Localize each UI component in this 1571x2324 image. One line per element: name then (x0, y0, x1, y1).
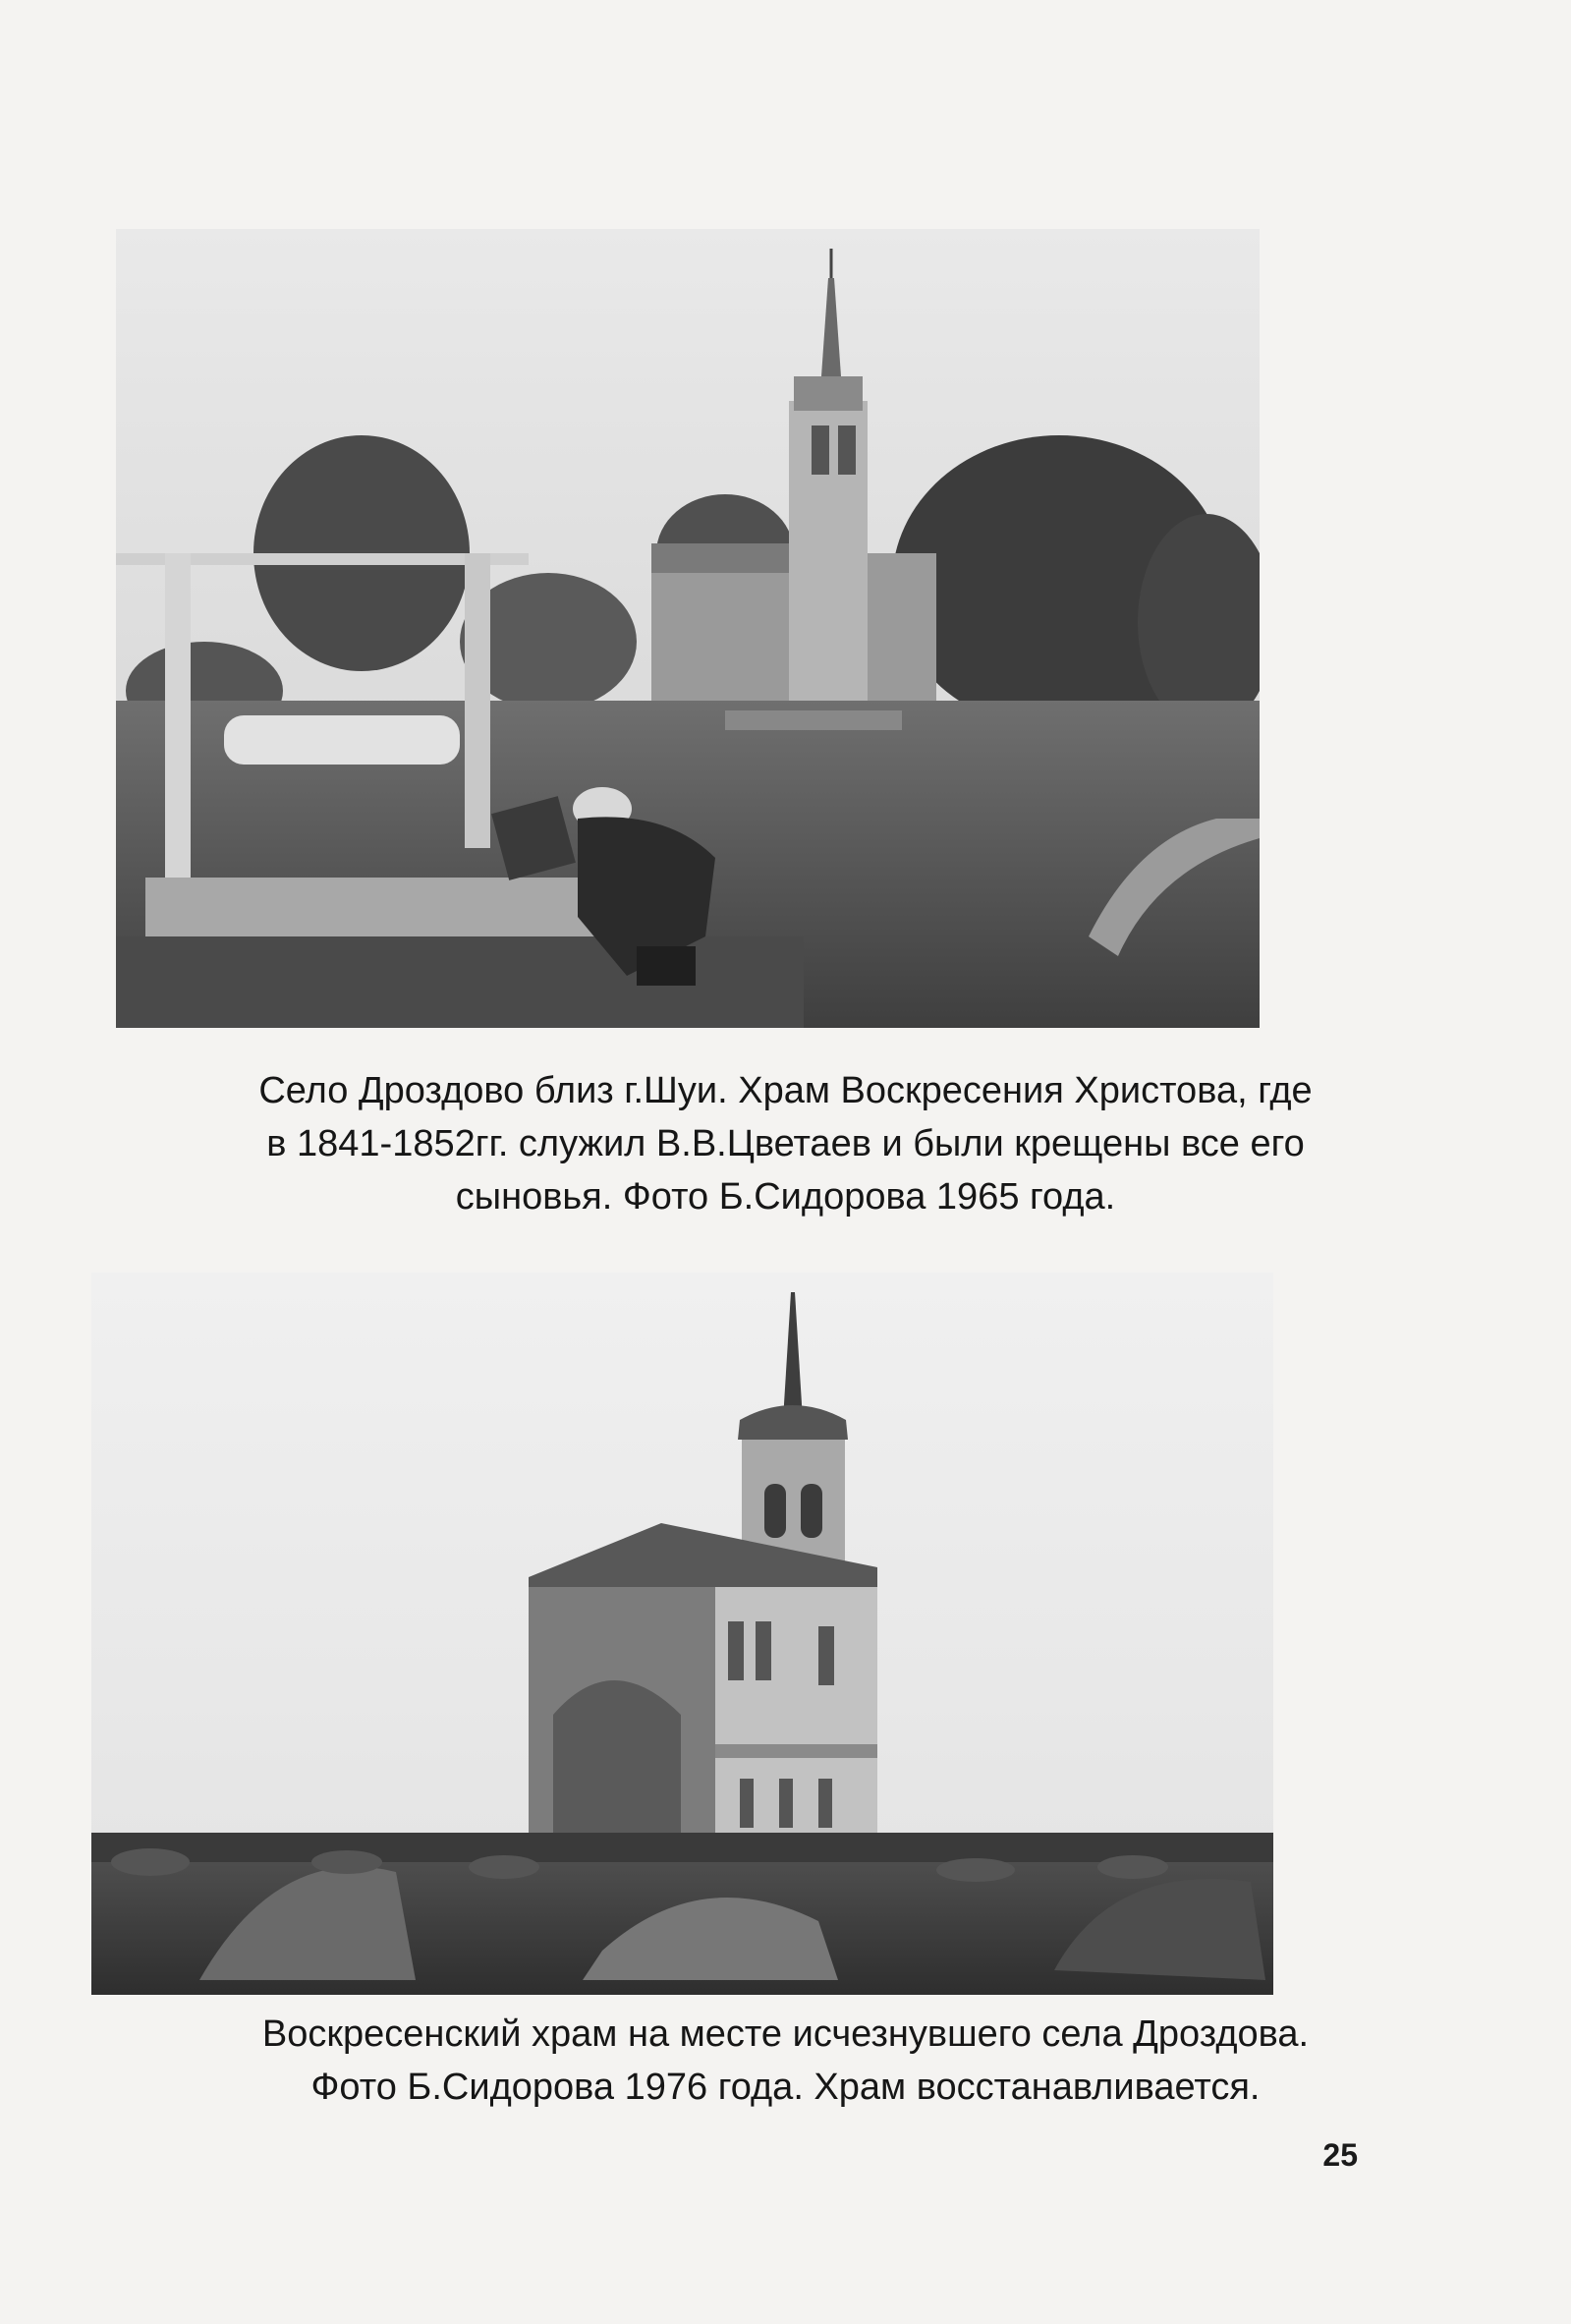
caption-line: Воскресенский храм на месте исчезнувшего села Дроздова. (261, 2013, 1310, 2055)
caption-drozdovo-1965 (0, 1064, 1571, 1223)
photo-drozdovo-1965 (116, 229, 1260, 1028)
caption-resurrection-church-1976 (0, 2008, 1571, 2114)
photo-resurrection-church-1976-image (91, 1273, 1273, 1995)
photo-resurrection-church-1976 (91, 1273, 1273, 1995)
caption-line: сыновья. Фото Б.Сидорова 1965 года. (455, 1176, 1116, 1218)
page-number: 25 (1322, 2137, 1358, 2173)
caption-line: Село Дроздово близ г.Шуи. Храм Воскресения Христова, где (258, 1070, 1313, 1111)
photo-drozdovo-1965-image (116, 229, 1260, 1028)
caption-line: в 1841-1852гг. служил В.В.Цветаев и были крещены все его (266, 1123, 1305, 1164)
caption-line: Фото Б.Сидорова 1976 года. Храм восстанавливается. (310, 2067, 1261, 2108)
